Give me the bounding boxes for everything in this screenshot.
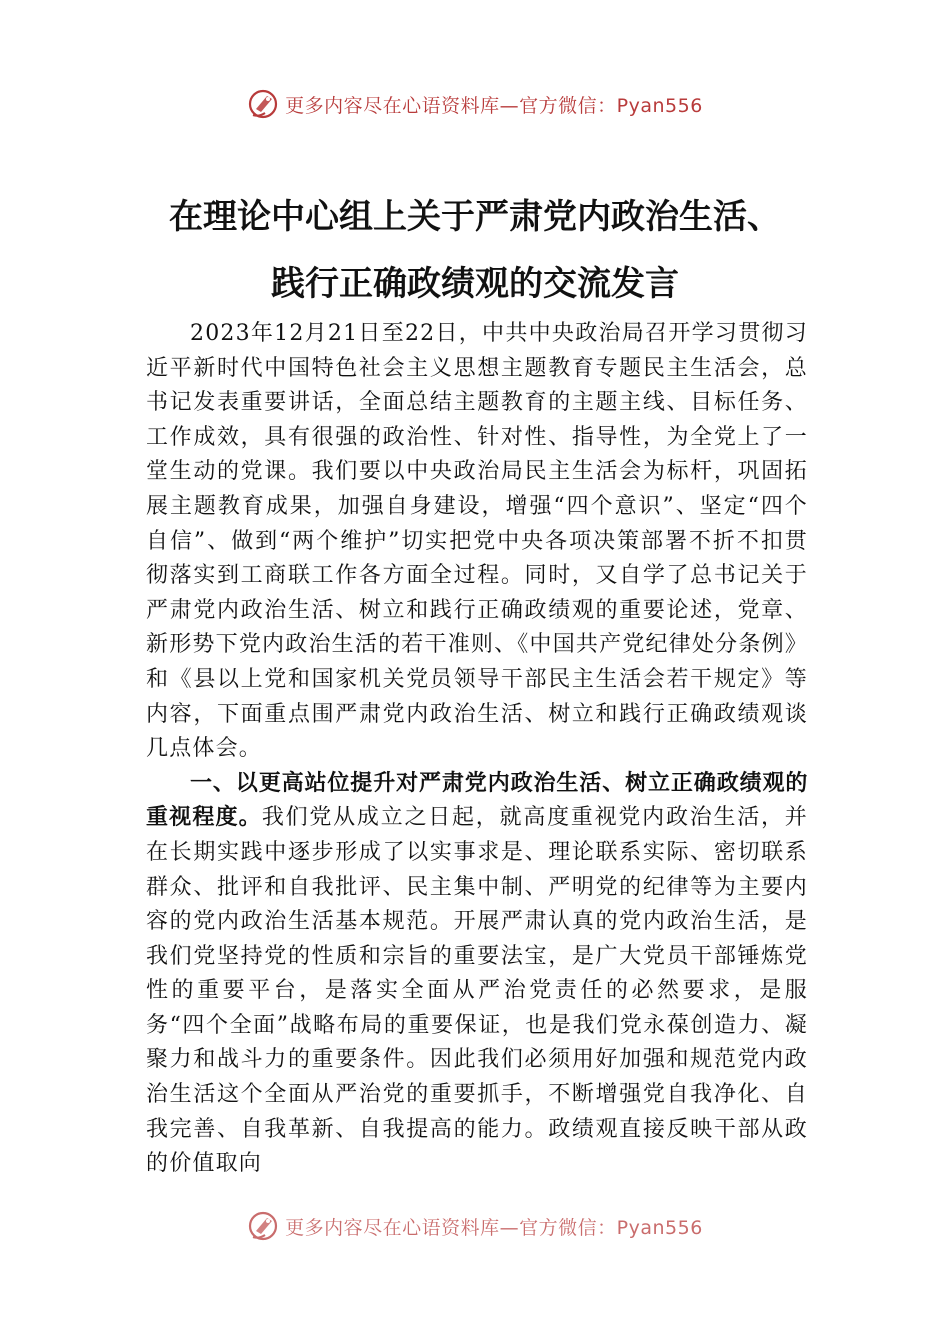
paragraph-intro-text: 2023年12月21日至22日，中共中央政治局召开学习贯彻习近平新时代中国特色社会主义思想主题教育专题民主生活会，总书记发表重要讲话，全面总结主题教育的主题主线、目标任务、工作成效，具有很强的政治性、针对性、指导性，为全党上了一堂生动的党课。我们要以中央政治局民主生活会为标杆，巩固拓展主题教育成果，加强自身建设，增强“四个意识”、坚定“四个自信”、做到“两个维护”切实把党中央各项决策部署不折不扣贯彻落实到工商联工作各方面全过程。同时，又自学了总书记关于严肃党内政治生活、树立和践行正确政绩观的重要论述，党章、新形势下党内政治生活的若干准则、《中国共产党纪律处分条例》和《县以上党和国家机关党员领导干部民主生活会若干规定》等内容，下面重点围严肃党内政治生活、树立和践行正确政绩观谈几点体会。 <box>146 321 808 762</box>
header-watermark <box>0 84 950 124</box>
watermark-text: 更多内容尽在心语资料库—官方微信：Pyan556 <box>285 94 703 117</box>
footer-watermark <box>0 1208 950 1244</box>
section-1-heading: 一、以更高站位提升对严肃党内政治生活、树立正确政绩观的重视程度。 <box>146 770 808 831</box>
document-title-line-1: 在理论中心组上关于严肃党内政治生活、 <box>169 197 781 237</box>
pen-nib-logo-icon <box>247 87 281 121</box>
pen-nib-logo-icon <box>247 1209 281 1243</box>
paragraph-section-1 <box>146 767 808 1182</box>
document-title-line-2: 践行正确政绩观的交流发言 <box>271 264 679 304</box>
document-body <box>146 317 808 1209</box>
section-1-text: 我们党从成立之日起，就高度重视党内政治生活，并在长期实践中逐步形成了以实事求是、理论联系实际、密切联系群众、批评和自我批评、民主集中制、严明党的纪律等为主要内容的党内政治生活基本规范。开展严肃认真的党内政治生活，是我们党坚持党的性质和宗旨的重要法宝，是广大党员干部锤炼党性的重要平台，是落实全面从严治党责任的必然要求，是服务“四个全面”战略布局的重要保证，也是我们党永葆创造力、凝聚力和战斗力的重要条件。因此我们必须用好加强和规范党内政治生活这个全面从严治党的重要抓手，不断增强党自我净化、自我完善、自我革新、自我提高的能力。政绩观直接反映干部从政的价值取向 <box>146 805 808 1177</box>
paragraph-intro <box>146 317 808 767</box>
watermark-text-footer: 更多内容尽在心语资料库—官方微信：Pyan556 <box>285 1216 703 1239</box>
